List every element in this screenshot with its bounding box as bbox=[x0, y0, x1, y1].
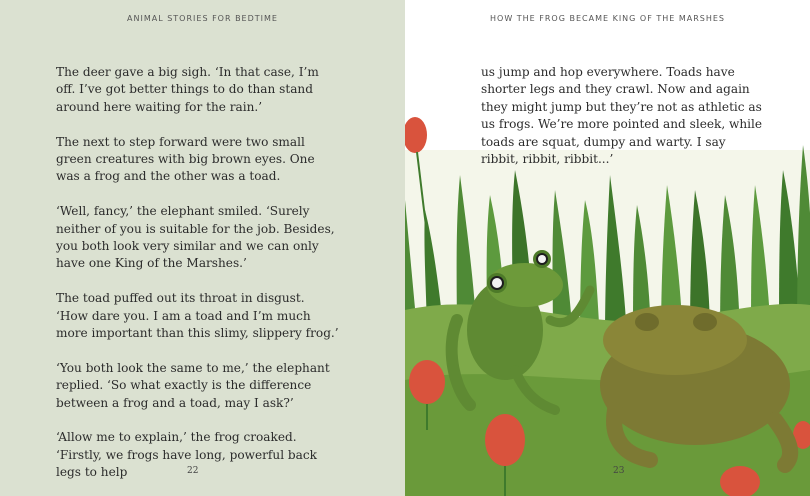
running-head-right: HOW THE FROG BECAME KING OF THE MARSHES bbox=[490, 14, 725, 23]
running-head-left: ANIMAL STORIES FOR BEDTIME bbox=[127, 14, 278, 23]
paragraph: us jump and hop everywhere. Toads have shorter legs and they crawl. Now and again they might jump but they’re not as athletic as us frogs. We’re more pointed and sleek, while toads are squat, dumpy and warty. I say ribbit, ribbit, ribbit...’ bbox=[481, 65, 763, 167]
paragraph: The deer gave a big sigh. ‘In that case, I’m off. I’ve got better things to do than stand around here waiting for the rain.’ bbox=[56, 65, 319, 114]
paragraph: The next to step forward were two small green creatures with big brown eyes. One was a frog and the other was a toad. bbox=[56, 134, 315, 184]
page-number-right: 23 bbox=[613, 466, 625, 476]
paragraph: ‘You both look the same to me,’ the elephant replied. ‘So what exactly is the difference between a frog and a toad, may I ask?’ bbox=[56, 360, 330, 410]
right-page bbox=[405, 0, 810, 496]
right-page-text bbox=[481, 64, 763, 168]
paragraph: The toad puffed out its throat in disgust. ‘How dare you. I am a toad and I’m much more important than this slimy, slippery frog.’ bbox=[56, 291, 339, 341]
left-page-text bbox=[56, 64, 340, 496]
paragraph: ‘Well, fancy,’ the elephant smiled. ‘Surely neither of you is suitable for the job. Besides, you both look very similar and we can only have one King of the Marshes.’ bbox=[56, 204, 335, 271]
page-number-left: 22 bbox=[187, 466, 199, 476]
paragraph: ‘Allow me to explain,’ the frog croaked. ‘Firstly, we frogs have long, powerful back legs to help bbox=[56, 430, 317, 480]
